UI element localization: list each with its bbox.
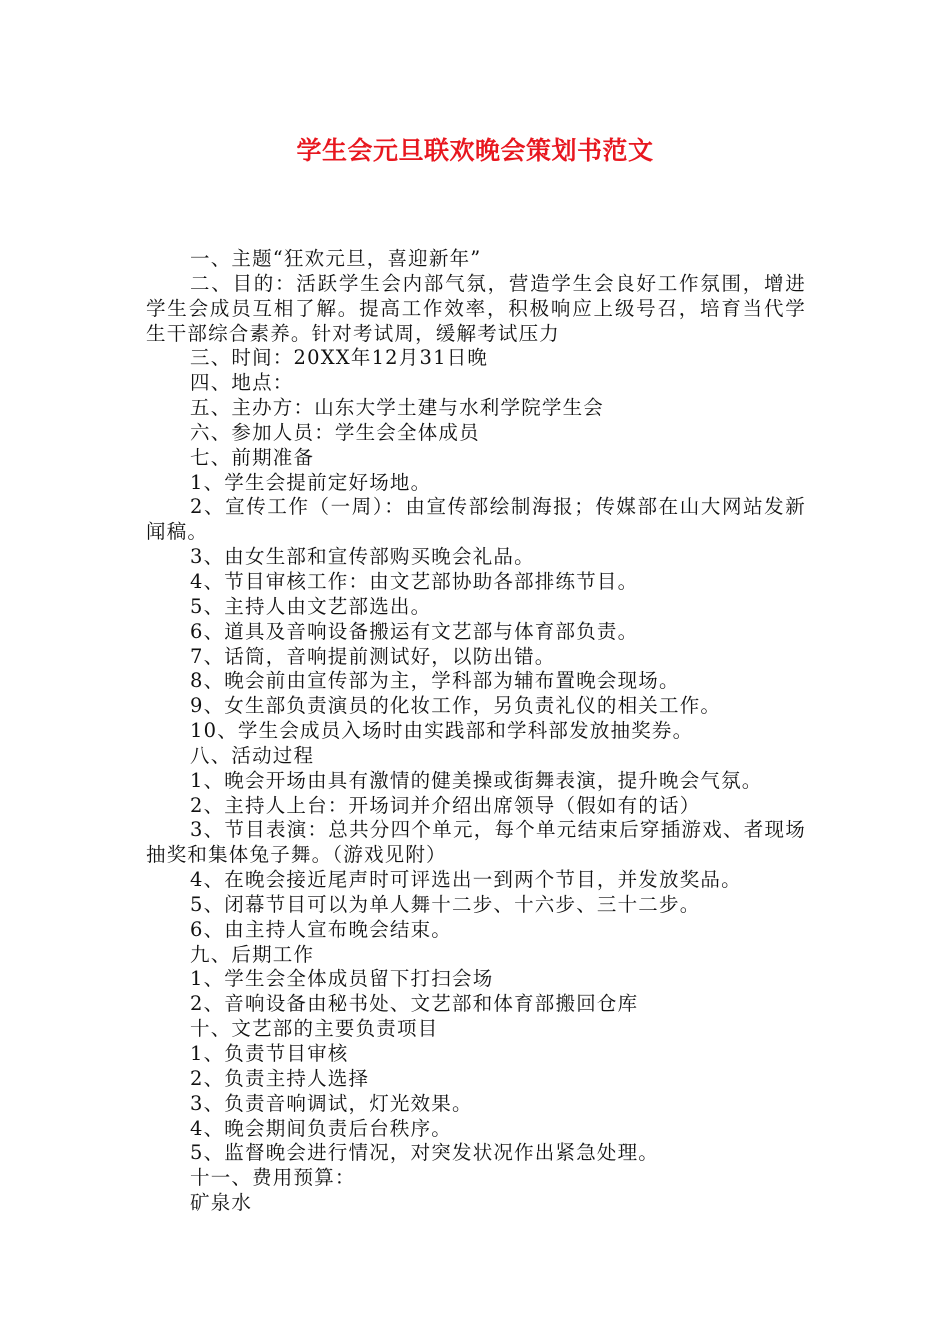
paragraph: 矿泉水 <box>190 1191 253 1215</box>
paragraph: 9、女生部负责演员的化妆工作，另负责礼仪的相关工作。 <box>190 694 722 718</box>
paragraph: 2、主持人上台：开场词并介绍出席领导（假如有的话） <box>190 793 701 817</box>
paragraph: 2、音响设备由秘书处、文艺部和体育部搬回仓库 <box>190 992 639 1016</box>
paragraph: 5、闭幕节目可以为单人舞十二步、十六步、三十二步。 <box>190 892 701 916</box>
paragraph: 5、监督晚会进行情况，对突发状况作出紧急处理。 <box>190 1141 660 1165</box>
paragraph: 九、后期工作 <box>190 942 315 966</box>
paragraph: 5、主持人由文艺部选出。 <box>190 594 432 618</box>
paragraph: 八、活动过程 <box>190 743 315 767</box>
paragraph: 4、晚会期间负责后台秩序。 <box>190 1116 453 1140</box>
paragraph: 七、前期准备 <box>190 445 315 469</box>
paragraph: 10、学生会成员入场时由实践部和学科部发放抽奖券。 <box>190 719 694 743</box>
paragraph: 8、晚会前由宣传部为主，学科部为辅布置晚会现场。 <box>190 669 680 693</box>
paragraph: 十、文艺部的主要负责项目 <box>190 1017 439 1041</box>
paragraph: 4、节目审核工作：由文艺部协助各部排练节目。 <box>190 569 639 593</box>
paragraph: 五、主办方：山东大学土建与水利学院学生会 <box>190 396 605 420</box>
document-body <box>146 247 806 1216</box>
paragraph: 一、主题“狂欢元旦，喜迎新年” <box>190 247 482 270</box>
paragraph: 7、话筒，音响提前测试好，以防出错。 <box>190 644 556 668</box>
paragraph: 2、负责主持人选择 <box>190 1066 370 1090</box>
paragraph: 3、节目表演：总共分四个单元，每个单元结束后穿插游戏、者现场抽奖和集体兔子舞。（游戏见附） <box>146 818 806 867</box>
paragraph: 十一、费用预算： <box>190 1166 356 1190</box>
paragraph: 三、时间：20XX年12月31日晚 <box>190 346 489 370</box>
paragraph: 1、负责节目审核 <box>190 1042 349 1065</box>
paragraph: 六、参加人员：学生会全体成员 <box>190 420 480 444</box>
paragraph: 6、道具及音响设备搬运有文艺部与体育部负责。 <box>190 619 639 643</box>
paragraph: 4、在晚会接近尾声时可评选出一到两个节目，并发放奖品。 <box>190 868 742 892</box>
paragraph: 1、学生会提前定好场地。 <box>190 470 432 494</box>
paragraph: 1、晚会开场由具有激情的健美操或街舞表演，提升晚会气氛。 <box>190 768 763 792</box>
paragraph: 3、负责音响调试，灯光效果。 <box>190 1091 473 1115</box>
document-title: 学生会元旦联欢晚会策划书范文 <box>296 136 654 165</box>
paragraph: 四、地点： <box>190 371 294 395</box>
paragraph: 2、宣传工作（一周）：由宣传部绘制海报；传媒部在山大网站发新闻稿。 <box>146 495 806 544</box>
paragraph: 二、目的：活跃学生会内部气氛，营造学生会良好工作氛围，增进学生会成员互相了解。提高工作效率，积极响应上级号召，培育当代学生干部综合素养。针对考试周，缓解考试压力 <box>146 271 806 345</box>
paragraph: 3、由女生部和宣传部购买晚会礼品。 <box>190 545 535 569</box>
paragraph: 6、由主持人宣布晚会结束。 <box>190 917 453 941</box>
paragraph: 1、学生会全体成员留下打扫会场 <box>190 967 494 991</box>
